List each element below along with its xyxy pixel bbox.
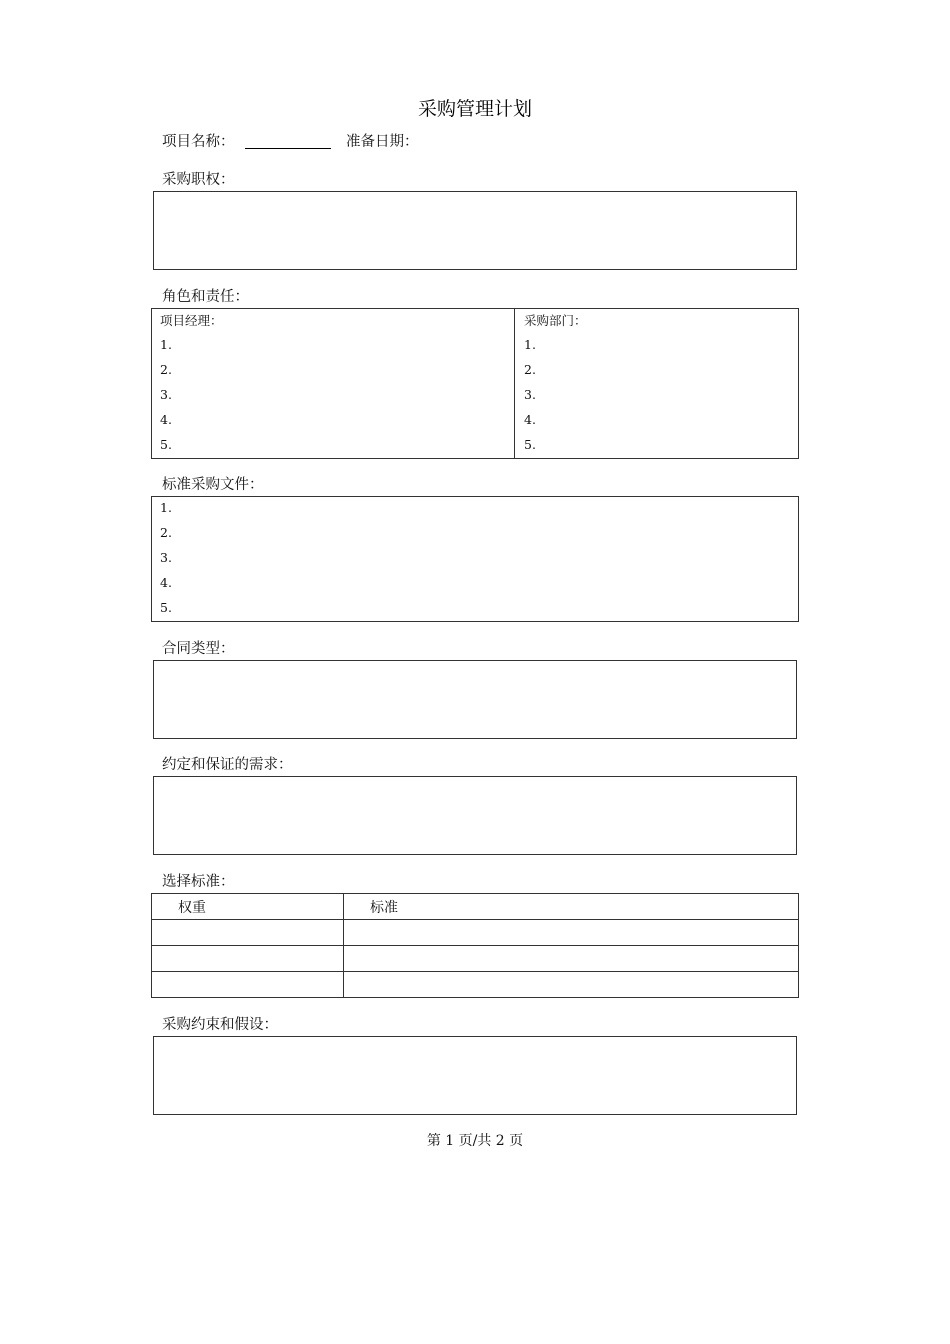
constraints-box[interactable] bbox=[153, 1036, 797, 1115]
docs-item-2[interactable]: 2. bbox=[160, 525, 172, 540]
docs-item-1[interactable]: 1. bbox=[160, 500, 172, 515]
weight-cell[interactable] bbox=[152, 920, 344, 946]
pm-item-2[interactable]: 2. bbox=[160, 362, 172, 377]
pm-label: 项目经理： bbox=[160, 313, 223, 328]
docs-item-3[interactable]: 3. bbox=[160, 550, 172, 565]
criteria-table bbox=[151, 893, 799, 998]
authority-box[interactable] bbox=[153, 191, 797, 270]
page-footer: 第 1 页/共 2 页 bbox=[426, 1133, 524, 1149]
weight-cell[interactable] bbox=[152, 972, 344, 998]
contract-label: 合同类型： bbox=[162, 641, 235, 657]
project-name-field[interactable] bbox=[245, 148, 331, 149]
dept-item-3[interactable]: 3. bbox=[524, 387, 536, 402]
bonding-label: 约定和保证的需求： bbox=[162, 757, 293, 773]
dept-item-5[interactable]: 5. bbox=[524, 437, 536, 452]
docs-label: 标准采购文件： bbox=[162, 477, 264, 493]
weight-cell[interactable] bbox=[152, 946, 344, 972]
pm-item-1[interactable]: 1. bbox=[160, 337, 172, 352]
criteria-cell[interactable] bbox=[344, 920, 799, 946]
dept-label: 采购部门： bbox=[524, 313, 587, 328]
criteria-header-row bbox=[152, 894, 799, 920]
criteria-cell[interactable] bbox=[344, 972, 799, 998]
roles-label: 角色和责任： bbox=[162, 289, 249, 305]
roles-table bbox=[151, 308, 799, 459]
dept-item-4[interactable]: 4. bbox=[524, 412, 536, 427]
prep-date-label: 准备日期： bbox=[346, 134, 419, 150]
table-row bbox=[152, 920, 799, 946]
dept-item-2[interactable]: 2. bbox=[524, 362, 536, 377]
roles-divider bbox=[514, 309, 515, 458]
pm-item-3[interactable]: 3. bbox=[160, 387, 172, 402]
project-name-label: 项目名称： bbox=[162, 134, 235, 150]
table-row bbox=[152, 946, 799, 972]
table-row bbox=[152, 972, 799, 998]
dept-item-1[interactable]: 1. bbox=[524, 337, 536, 352]
criteria-header-criteria: 标准 bbox=[344, 894, 799, 920]
pm-item-4[interactable]: 4. bbox=[160, 412, 172, 427]
contract-box[interactable] bbox=[153, 660, 797, 739]
criteria-header-weight: 权重 bbox=[152, 894, 344, 920]
pm-item-5[interactable]: 5. bbox=[160, 437, 172, 452]
criteria-cell[interactable] bbox=[344, 946, 799, 972]
criteria-label: 选择标准： bbox=[162, 874, 235, 890]
authority-label: 采购职权： bbox=[162, 172, 235, 188]
docs-item-4[interactable]: 4. bbox=[160, 575, 172, 590]
docs-box bbox=[151, 496, 799, 622]
page-title: 采购管理计划 bbox=[417, 98, 532, 120]
constraints-label: 采购约束和假设： bbox=[162, 1017, 278, 1033]
docs-item-5[interactable]: 5. bbox=[160, 600, 172, 615]
bonding-box[interactable] bbox=[153, 776, 797, 855]
